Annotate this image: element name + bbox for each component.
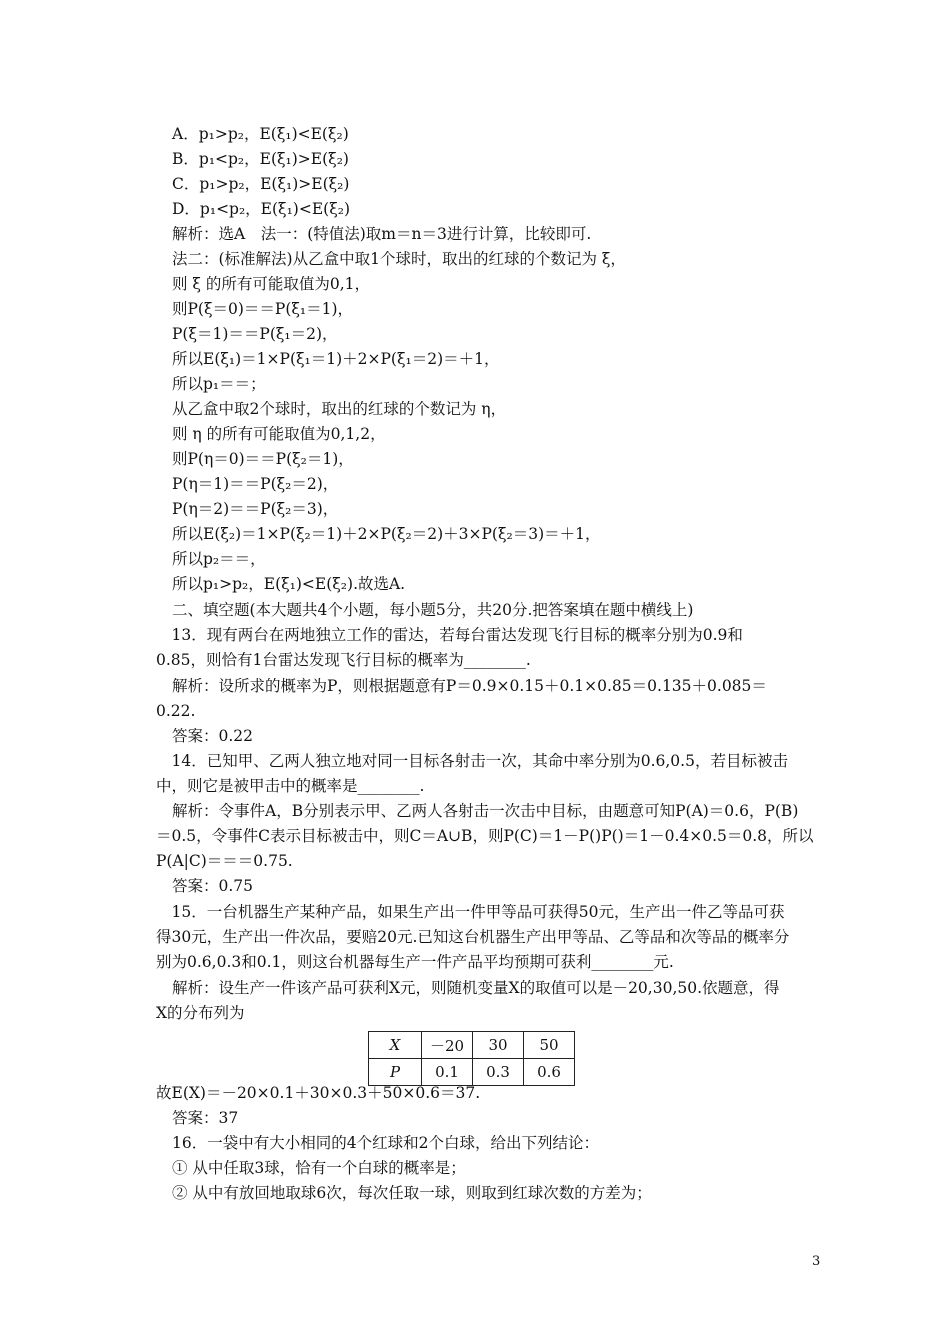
text-line: 中，则它是被甲击中的概率是________.: [156, 777, 425, 795]
text-line: P(η＝1)＝＝P(ξ₂＝2)，: [172, 475, 339, 493]
question-14: 14．已知甲、乙两人独立地对同一目标各射击一次，其命中率分别为0.6,0.5，若目标被击: [156, 752, 788, 770]
question-16: 16．一袋中有大小相同的4个红球和2个白球，给出下列结论：: [172, 1134, 599, 1152]
text-line: 则 η 的所有可能取值为0,1,2，: [172, 425, 386, 443]
table-cell: －20: [422, 1032, 473, 1059]
answer-14: 答案：0.75: [172, 877, 254, 895]
text-line: 所以p₂＝＝，: [172, 550, 266, 568]
text-line: P(ξ＝1)＝＝P(ξ₁＝2)，: [172, 325, 338, 343]
text-line: X的分布列为: [156, 1004, 245, 1022]
answer-13: 答案：0.22: [172, 727, 254, 745]
option-c: C．p₁>p₂，E(ξ₁)>E(ξ₂): [172, 175, 350, 193]
text-line: ＝0.5，令事件C表示目标被击中，则C＝A∪B，则P(C)＝1－P()P()＝1－0.4×0.5＝0.8，所以: [156, 827, 814, 845]
text-line: 故E(X)＝－20×0.1＋30×0.3＋50×0.6＝37.: [156, 1084, 481, 1102]
text-line: 解析：设生产一件该产品可获利X元，则随机变量X的取值可以是－20,30,50.依题意，得: [172, 979, 780, 997]
text-line: 解析：设所求的概率为P，则根据题意有P＝0.9×0.15＋0.1×0.85＝0.135＋0.085＝: [172, 677, 767, 695]
table-cell: 0.6: [524, 1059, 575, 1086]
text-line: 则P(ξ＝0)＝＝P(ξ₁＝1)，: [172, 300, 354, 318]
text-line: 则P(η＝0)＝＝P(ξ₂＝1)，: [172, 450, 354, 468]
section-heading: 二、填空题(本大题共4个小题，每小题5分，共20分.把答案填在题中横线上): [172, 601, 694, 619]
text-line: 则 ξ 的所有可能取值为0,1，: [172, 275, 371, 293]
table-row: [369, 1059, 575, 1086]
text-line: 解析：选A 法一：(特值法)取m＝n＝3进行计算，比较即可.: [172, 225, 592, 243]
table-row: [369, 1032, 575, 1059]
text-line: 别为0.6,0.3和0.1，则这台机器每生产一件产品平均预期可获利________元.: [156, 953, 674, 971]
table-cell: 0.1: [422, 1059, 473, 1086]
text-line: 0.85，则恰有1台雷达发现飞行目标的概率为________.: [156, 651, 531, 669]
text-line: 法二：(标准解法)从乙盒中取1个球时，取出的红球的个数记为 ξ，: [172, 250, 626, 268]
table-cell: 50: [524, 1032, 575, 1059]
table-cell: X: [369, 1032, 422, 1059]
text-line: 所以E(ξ₂)＝1×P(ξ₂＝1)＋2×P(ξ₂＝2)＋3×P(ξ₂＝3)＝＋1，: [172, 525, 601, 543]
option-d: D．p₁<p₂，E(ξ₁)<E(ξ₂): [172, 200, 350, 218]
text-line: ② 从中有放回地取球6次，每次任取一球，则取到红球次数的方差为；: [172, 1184, 652, 1202]
text-line: 从乙盒中取2个球时，取出的红球的个数记为 η，: [172, 400, 507, 418]
text-line: 解析：令事件A，B分别表示甲、乙两人各射击一次击中目标，由题意可知P(A)＝0.6，P(B): [172, 802, 799, 820]
text-line: P(A|C)＝＝＝0.75.: [156, 852, 293, 870]
question-13: 13．现有两台在两地独立工作的雷达，若每台雷达发现飞行目标的概率分别为0.9和: [156, 626, 743, 644]
table-cell: P: [369, 1059, 422, 1086]
distribution-table: [368, 1031, 575, 1086]
table-cell: 0.3: [473, 1059, 524, 1086]
question-15: 15．一台机器生产某种产品，如果生产出一件甲等品可获得50元，生产出一件乙等品可获: [156, 903, 785, 921]
answer-15: 答案：37: [172, 1109, 239, 1127]
page-number: 3: [812, 1254, 821, 1269]
text-line: 0.22.: [156, 702, 196, 720]
table-cell: 30: [473, 1032, 524, 1059]
text-line: 所以E(ξ₁)＝1×P(ξ₁＝1)＋2×P(ξ₁＝2)＝＋1，: [172, 350, 500, 368]
option-a: A．p₁>p₂，E(ξ₁)<E(ξ₂): [172, 125, 349, 143]
text-line: 所以p₁＝＝；: [172, 375, 266, 393]
text-line: P(η＝2)＝＝P(ξ₂＝3)，: [172, 500, 339, 518]
text-line: ① 从中任取3球，恰有一个白球的概率是；: [172, 1159, 466, 1177]
text-line: 得30元，生产出一件次品，要赔20元.已知这台机器生产出甲等品、乙等品和次等品的概率分: [156, 928, 790, 946]
option-b: B．p₁<p₂，E(ξ₁)>E(ξ₂): [172, 150, 349, 168]
text-line: 所以p₁>p₂，E(ξ₁)<E(ξ₂).故选A.: [172, 575, 406, 593]
